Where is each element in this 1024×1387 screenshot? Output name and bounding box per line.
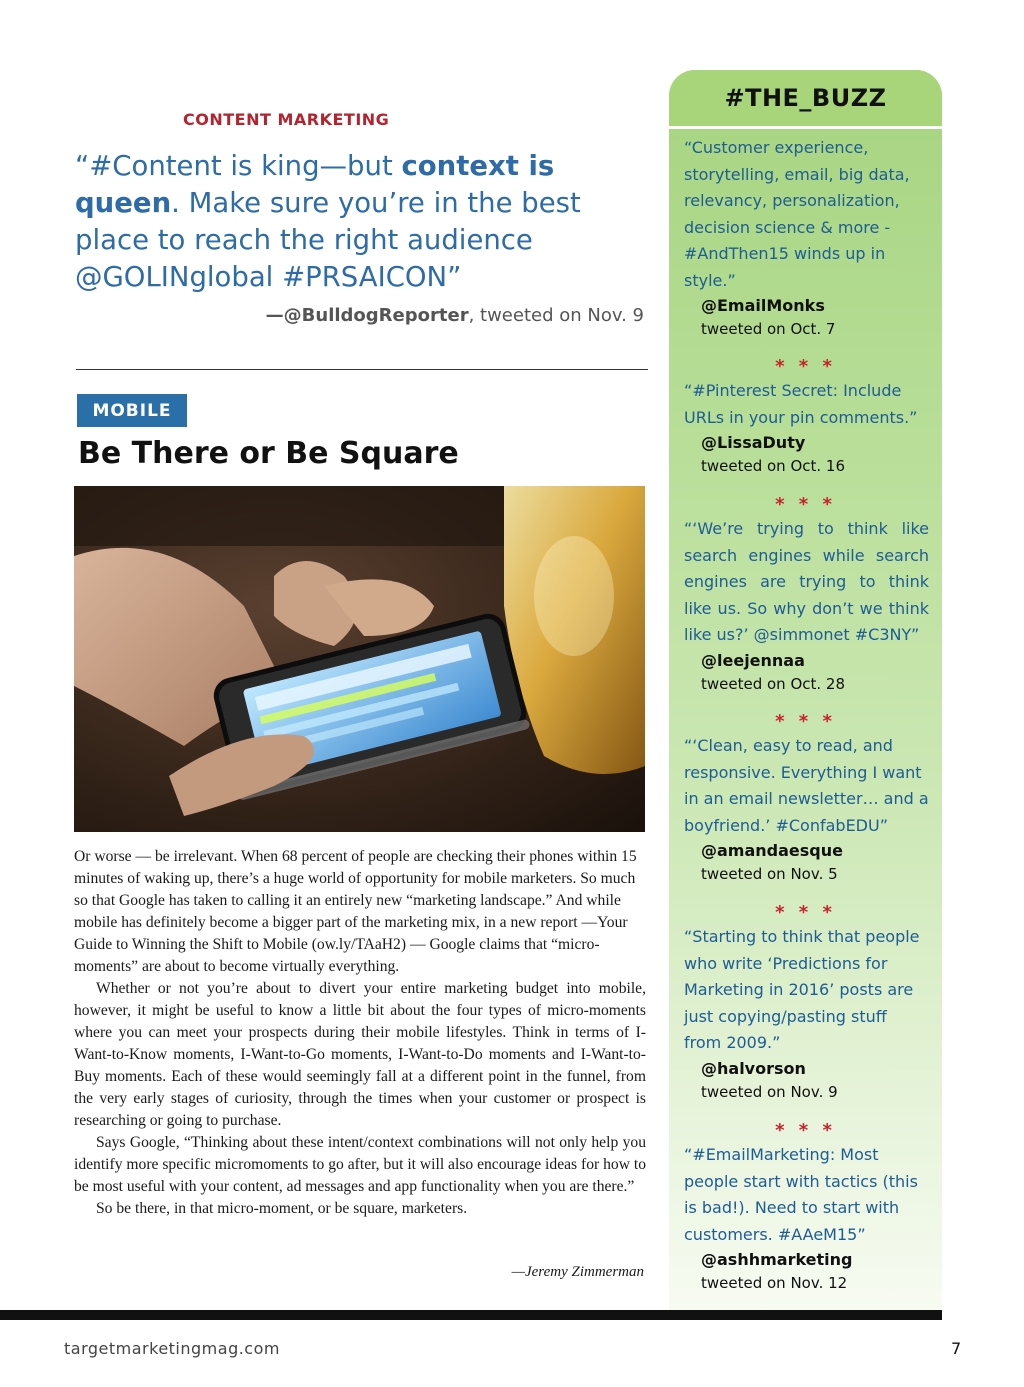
sidebar-title: #THE_BUZZ [724, 84, 887, 112]
tweet-quote: “#EmailMarketing: Most people start with tactics (this is bad!). Need to start with customers. #AAeM15” [684, 1145, 918, 1244]
article-paragraph: Says Google, “Thinking about these intent/context combinations will not only help you identify more specific micromoments to go after, but it will also encourage ideas for how to be most useful with your content, ad messages and app functionality when you are there.” [74, 1134, 646, 1195]
attribution-date: , tweeted on Nov. 9 [468, 305, 644, 326]
tweet-item [684, 924, 929, 1103]
featured-tweet-attribution [266, 305, 644, 326]
featured-tweet-quote [75, 148, 655, 296]
tweet-quote: “‘Clean, easy to read, and responsive. Everything I want in an email newsletter… and a boyfriend.’ #ConfabEDU” [684, 736, 929, 835]
tweet-date: tweeted on Nov. 12 [701, 1274, 848, 1292]
article-byline: —Jeremy Zimmerman [511, 1264, 644, 1280]
tweet-item [684, 135, 929, 340]
tweet-quote: “‘We’re trying to think like search engines while search engines are trying to think like us. So why don’t we think like us?’ @simmonet #C3NY” [684, 519, 929, 644]
tweet-date: tweeted on Nov. 5 [701, 865, 838, 883]
tweet-item [684, 378, 929, 477]
separator-stars: * * * [775, 494, 836, 515]
mobile-section-badge: MOBILE [77, 394, 187, 427]
tweet-date: tweeted on Oct. 16 [701, 457, 846, 475]
article-paragraph: So be there, in that micro-moment, or be square, marketers. [96, 1200, 468, 1217]
separator-stars: * * * [775, 711, 836, 732]
section-divider [76, 369, 648, 370]
quote-text-1: “#Content is king—but [75, 150, 402, 182]
quote-bold-text: context is queen [75, 150, 555, 219]
article-headline: Be There or Be Square [78, 436, 459, 471]
the-buzz-sidebar [669, 70, 942, 1310]
tweet-item [684, 733, 929, 885]
footer-website-url: targetmarketingmag.com [64, 1339, 280, 1358]
separator-stars: * * * [775, 356, 836, 377]
quote-text-2: . Make sure you’re in the best place to reach the right audience @GOLINglobal #PRSAICON” [75, 187, 581, 293]
tweet-date: tweeted on Oct. 7 [701, 320, 836, 338]
separator-stars: * * * [775, 902, 836, 923]
footer-rule [0, 1310, 942, 1320]
tweet-handle: @leejennaa [701, 650, 805, 670]
content-marketing-label: CONTENT MARKETING [183, 110, 390, 129]
tweet-handle: @EmailMonks [701, 296, 825, 315]
tweet-handle: @halvorson [701, 1058, 806, 1078]
article-photo [74, 486, 645, 832]
attribution-handle: @BulldogReporter [283, 305, 469, 326]
tweet-date: tweeted on Nov. 9 [701, 1082, 838, 1101]
tweet-quote: “Customer experience, storytelling, email, big data, relevancy, personalization, decision science & more - #AndThen15 winds up in style.” [684, 138, 910, 290]
tweet-handle: @ashhmarketing [701, 1250, 853, 1269]
tweet-quote: “#Pinterest Secret: Include URLs in your pin comments.” [684, 381, 918, 427]
article-paragraph: Or worse — be irrelevant. When 68 percent of people are checking their phones within 15 minutes of waking up, there’s a huge world of opportunity for mobile marketers. So much so that Google has taken to calling it an entirely new “marketing landscape.” And while mobile has definitely become a bigger part of the marketing mix, in a new report —Your Guide to Winning the Shift to Mobile (ow.ly/TAaH2) — Google claims that “micro-moments” are about to become virtually everything. [74, 848, 637, 975]
tweet-item [684, 1142, 929, 1294]
separator-stars: * * * [775, 1120, 836, 1141]
article-paragraph: Whether or not you’re about to divert your entire marketing budget into mobile, however, it might be useful to know a little bit about the four types of micro-moments where you can meet your prospects during their mobile lifestyles. Think in terms of I-Want-to-Know moments, I-Want-to-Go moments, I-Want-to-Do moments and I-Want-to-Buy moments. Each of these would seemingly fall at a different point in the funnel, from the very early stages of curiosity, through the times when your customer or prospect is researching or going to purchase. [74, 980, 646, 1129]
attribution-prefix: — [265, 305, 284, 326]
tweet-handle: @amandaesque [701, 841, 843, 860]
smartphone-photo-illustration [74, 486, 645, 832]
tweet-handle: @LissaDuty [701, 433, 806, 452]
article-body [74, 846, 646, 1220]
sidebar-header [669, 70, 942, 129]
page-number: 7 [951, 1339, 962, 1358]
tweet-item [684, 516, 929, 695]
tweet-quote: “Starting to think that people who write ‘Predictions for Marketing in 2016’ posts are just copying/pasting stuff from 2009.” [684, 927, 920, 1052]
tweet-date: tweeted on Oct. 28 [701, 674, 846, 693]
